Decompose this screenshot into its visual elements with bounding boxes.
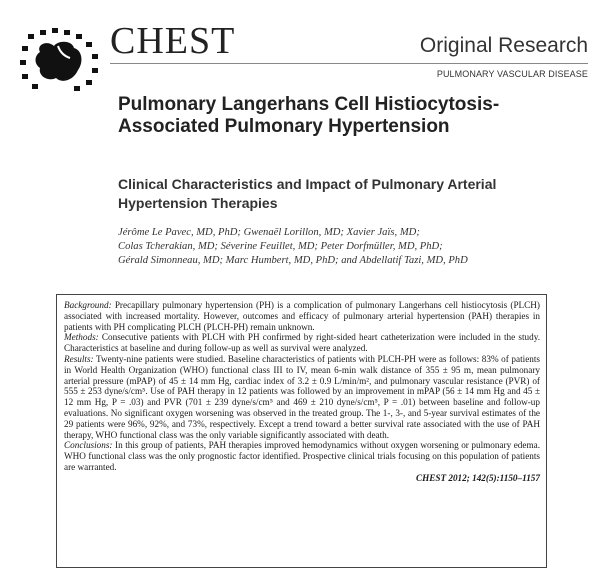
results-text: Twenty-nine patients were studied. Baseline characteristics of patients with PLCH-PH were as follows: 83% of patients in World Health Organization (WHO) functional class III to IV, mean 6-min walk distance of 355 ± 95 m, mean pulmonary arterial pressure (mPAP) of 45 ± 14 mm Hg, cardiac index of 3.2 ± 0.9 L/min/m², and pulmonary vascular resistance (PVR) of 555 ± 253 dyne/s/cm⁵. Use of PAH therapy in 12 patients was followed by an improvement in mPAP (56 ± 14 mm Hg and 45 ± 12 mm Hg, P = .03) and PVR (701 ± 239 dyne/s/cm⁵ and 469 ± 210 dyne/s/cm⁵, P = .01) between baseline and follow-up evaluations. No significant oxygen worsening was observed in the treated group. The 1-, 3-, and 5-year survival estimates of the 29 patients were 96%, 92%, and 73%, respectively. Except a trend toward a better survival rate associated with the use of PAH therapy, WHO functional class was the only variable significantly associated with death.: [64, 353, 540, 440]
background-text: Precapillary pulmonary hypertension (PH) is a complication of pulmonary Langerhans cell histiocytosis (PLCH) associated with increased mortality. However, outcomes and efficacy of pulmonary arterial hypertension (PAH) therapies in patients with PH complicating PLCH (PLCH-PH) remain unknown.: [64, 300, 540, 332]
section-label-results: Results:: [64, 353, 94, 364]
citation: CHEST 2012; 142(5):1150–1157: [415, 472, 540, 483]
abstract-conclusions: [64, 440, 540, 472]
section-label-conclusions: Conclusions:: [64, 440, 113, 451]
author-line: Colas Tcherakian, MD; Séverine Feuillet, MD; Peter Dorfmüller, MD, PhD;: [118, 241, 443, 252]
abstract-box: [56, 294, 547, 568]
journal-logo: [18, 22, 104, 96]
header-divider: [110, 63, 588, 64]
section-label-background: Background:: [64, 300, 112, 310]
abstract-results: [64, 354, 540, 440]
author-line: Jérôme Le Pavec, MD, PhD; Gwenaël Lorillon, MD; Xavier Jaïs, MD;: [118, 227, 420, 238]
author-list: [118, 226, 588, 268]
section-label-methods: Methods:: [64, 332, 99, 343]
journal-name: CHEST: [110, 20, 236, 62]
section-label: Original Research: [419, 34, 588, 57]
abstract-background: [64, 300, 540, 332]
abstract-methods: [64, 332, 540, 354]
article-subtitle: Clinical Characteristics and Impact of Pulmonary Arterial Hypertension Therapies: [118, 176, 497, 211]
methods-text: Consecutive patients with PLCH with PH confirmed by right-sided heart catheterization were included in the study. Characteristics at baseline and during follow-up as well as survival were analyzed.: [64, 332, 540, 354]
conclusions-text: In this group of patients, PAH therapies improved hemodynamics without oxygen worsening or pulmonary edema. WHO functional class was the only prognostic factor identified. Prospective clinical trials focusing on this population of patients are warranted.: [64, 440, 540, 472]
article-title: Pulmonary Langerhans Cell Histiocytosis-Associated Pulmonary Hypertension: [118, 94, 500, 137]
author-line: Gérald Simonneau, MD; Marc Humbert, MD, PhD; and Abdellatif Tazi, MD, PhD: [118, 255, 468, 266]
chest-logo-icon: [18, 22, 104, 96]
category-label: PULMONARY VASCULAR DISEASE: [436, 69, 588, 79]
